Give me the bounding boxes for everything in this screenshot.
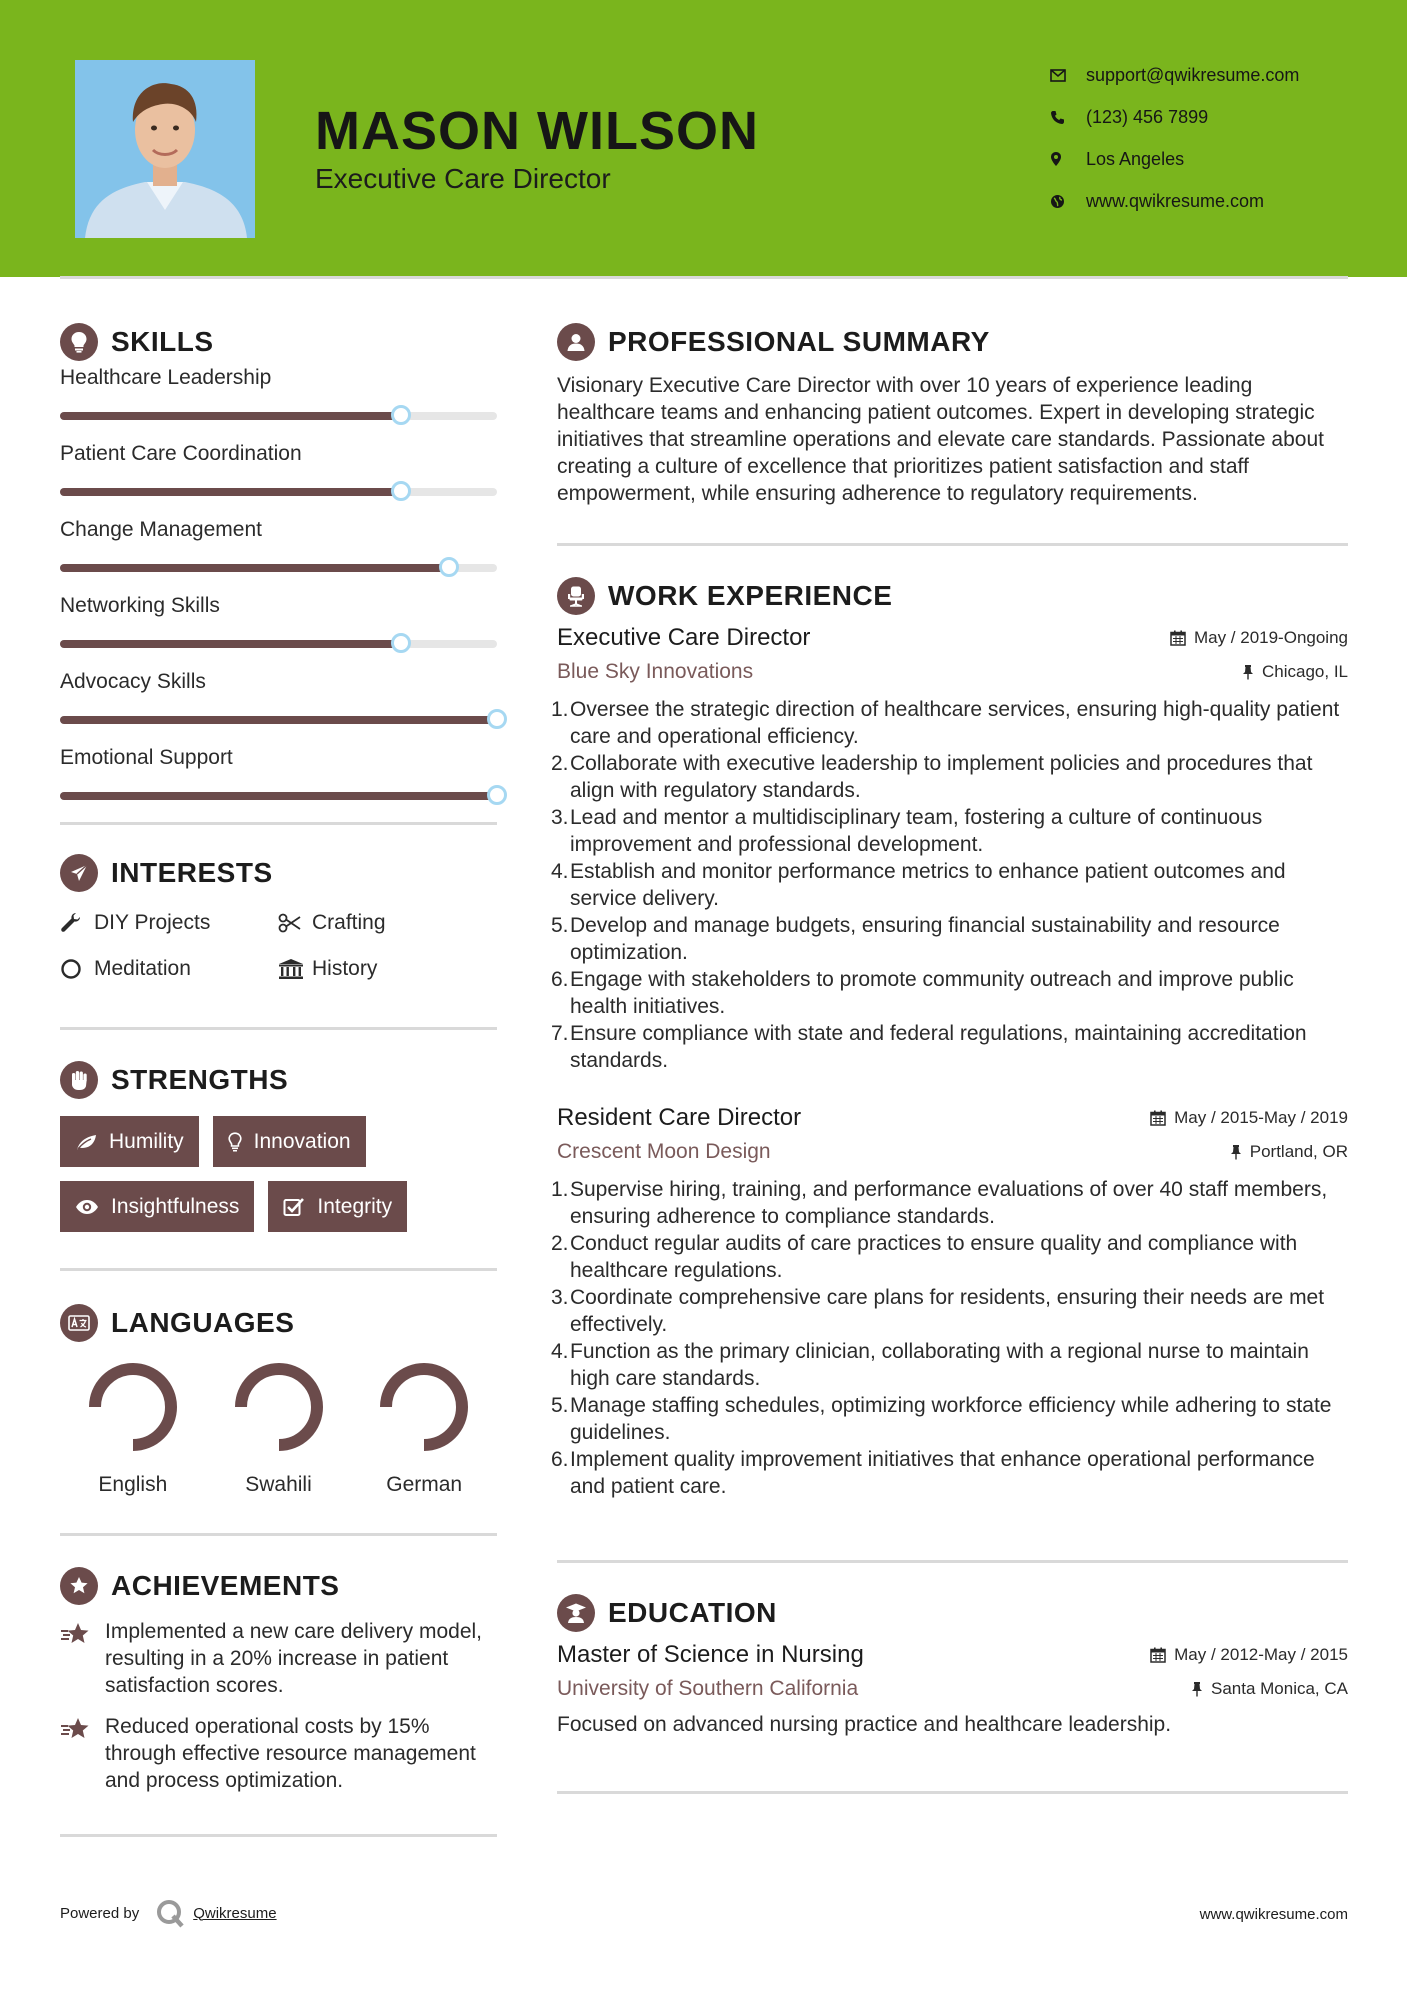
job-subheader (557, 1140, 1348, 1164)
qwikresume-logo-icon (155, 1898, 185, 1928)
job-header (557, 624, 1348, 652)
pushpin-icon (1191, 1681, 1203, 1697)
education-subheader (557, 1677, 1348, 1701)
duty-text: Lead and mentor a multidisciplinary team, fostering a culture of continuous improvement and professional development. (570, 806, 1263, 856)
language-name: German (386, 1473, 463, 1496)
job-company: Crescent Moon Design (557, 1140, 771, 1163)
strength-label: Humility (109, 1129, 184, 1153)
job-title: Executive Care Director (557, 624, 811, 651)
skills-heading (60, 320, 497, 364)
candidate-name: MASON WILSON (315, 101, 759, 161)
summary-heading (557, 320, 1348, 364)
star-icon (60, 1713, 105, 1794)
institution-icon (278, 958, 312, 980)
section-divider (60, 1027, 497, 1030)
language-item (351, 1359, 497, 1497)
duty-text: Manage staffing schedules, optimizing workforce efficiency while adhering to state guidelines. (570, 1394, 1332, 1444)
leaf-icon (75, 1133, 97, 1151)
interest-item (278, 955, 497, 983)
contact-location (1050, 138, 1370, 180)
education-degree: Master of Science in Nursing (557, 1641, 864, 1668)
contact-website-text: www.qwikresume.com (1086, 190, 1265, 211)
skill-slider-knob (391, 633, 411, 653)
education-location (1191, 1679, 1348, 1699)
paper-plane-icon (60, 854, 98, 892)
duty-item: 4. Establish and monitor performance metrics to enhance patient outcomes and service delivery. (557, 858, 1348, 912)
duty-text: Function as the primary clinician, collaborating with a regional nurse to maintain high care standards. (570, 1340, 1309, 1390)
language-item (206, 1359, 352, 1497)
achievement-text: Reduced operational costs by 15% through effective resource management and process optimization. (105, 1715, 476, 1792)
lightbulb-icon (228, 1132, 242, 1152)
job-dates-text: May / 2019-Ongoing (1193, 628, 1348, 647)
footer-powered-by (60, 1898, 277, 1928)
duty-item: 4. Function as the primary clinician, collaborating with a regional nurse to maintain high care standards. (557, 1338, 1348, 1392)
language-item (60, 1359, 206, 1497)
skill-item (60, 594, 497, 670)
job-location-text: Portland, OR (1249, 1142, 1348, 1161)
duty-item: 1. Oversee the strategic direction of healthcare services, ensuring high-quality patient care and operational efficiency. (557, 696, 1348, 750)
skill-item (60, 670, 497, 746)
wrench-icon (60, 912, 94, 934)
skill-name: Patient Care Coordination (60, 442, 302, 465)
skills-list (60, 366, 497, 822)
contact-email-text: support@qwikresume.com (1086, 64, 1300, 85)
calendar-icon (1150, 1110, 1166, 1126)
skill-item (60, 442, 497, 518)
education-title: EDUCATION (608, 1597, 777, 1628)
job-subheader (557, 660, 1348, 684)
skill-name: Healthcare Leadership (60, 366, 272, 389)
section-divider (557, 543, 1348, 546)
language-icon (60, 1304, 98, 1342)
skill-item (60, 518, 497, 594)
skill-name: Emotional Support (60, 746, 233, 769)
duty-text: Oversee the strategic direction of healthcare services, ensuring high-quality patient care and operational efficiency. (570, 698, 1340, 748)
education-location-text: Santa Monica, CA (1210, 1679, 1348, 1698)
strength-label: Integrity (317, 1194, 393, 1218)
section-divider (557, 1560, 1348, 1563)
envelope-icon (1050, 69, 1086, 82)
duty-text: Conduct regular audits of care practices to ensure quality and compliance with healthcare regulations. (570, 1232, 1298, 1282)
duty-item: 1. Supervise hiring, training, and performance evaluations of over 40 staff members, ensuring adherence to compliance standards. (557, 1176, 1348, 1230)
duty-item: 5. Develop and manage budgets, ensuring financial sustainability and resource optimization. (557, 912, 1348, 966)
skill-bar (60, 412, 497, 420)
skill-item (60, 746, 497, 822)
contact-phone-text: (123) 456 7899 (1086, 106, 1209, 127)
skill-bar-fill (60, 564, 449, 572)
education-heading (557, 1591, 1348, 1635)
duty-item: 3. Lead and mentor a multidisciplinary team, fostering a culture of continuous improvement and professional development. (557, 804, 1348, 858)
duty-item: 2. Collaborate with executive leadership to implement policies and procedures that align with regulatory standards. (557, 750, 1348, 804)
education-dates-text: May / 2012-May / 2015 (1174, 1645, 1348, 1664)
skill-slider-knob (439, 557, 459, 577)
strength-tag (213, 1116, 366, 1167)
calendar-icon (1170, 630, 1186, 646)
strengths-heading (60, 1058, 497, 1102)
skill-name: Change Management (60, 518, 262, 541)
duty-text: Ensure compliance with state and federal regulations, maintaining accreditation standards. (570, 1022, 1307, 1072)
lightbulb-icon (60, 323, 98, 361)
scissors-icon (278, 913, 312, 933)
skill-bar-fill (60, 488, 401, 496)
section-divider (60, 1834, 497, 1837)
check-square-icon (283, 1197, 305, 1217)
skill-bar (60, 792, 497, 800)
duty-text: Develop and manage budgets, ensuring financial sustainability and resource optimization. (570, 914, 1280, 964)
duty-text: Engage with stakeholders to promote community outreach and improve public health initiatives. (570, 968, 1294, 1018)
contact-website[interactable] (1050, 180, 1370, 222)
duty-item: 2. Conduct regular audits of care practices to ensure quality and compliance with healthcare regulations. (557, 1230, 1348, 1284)
interest-label: Crafting (312, 911, 386, 934)
languages-heading (60, 1301, 497, 1345)
skill-slider-knob (391, 481, 411, 501)
skill-bar (60, 640, 497, 648)
education-header (557, 1641, 1348, 1669)
job-location (1242, 662, 1348, 682)
powered-by-label: Powered by (60, 1904, 140, 1922)
achievements-title: ACHIEVEMENTS (111, 1570, 340, 1601)
achievement-item (60, 1618, 497, 1699)
language-progress-ring (85, 1359, 181, 1455)
duty-item: 7. Ensure compliance with state and federal regulations, maintaining accreditation standards. (557, 1020, 1348, 1074)
job-dates (1150, 1108, 1348, 1128)
language-progress-ring (231, 1359, 327, 1455)
strengths-title: STRENGTHS (111, 1064, 289, 1095)
skill-slider-knob (391, 405, 411, 425)
experience-heading (557, 574, 1348, 618)
language-name: Swahili (245, 1473, 312, 1496)
strength-tag (60, 1116, 199, 1167)
phone-icon (1050, 110, 1086, 125)
candidate-title: Executive Care Director (315, 163, 611, 194)
interest-label: Meditation (94, 957, 191, 980)
star-icon (60, 1618, 105, 1699)
interest-item (278, 909, 497, 937)
globe-icon (1050, 194, 1086, 209)
strength-tag (60, 1181, 254, 1232)
section-divider (60, 822, 497, 825)
fist-icon (60, 1061, 98, 1099)
contact-location-text: Los Angeles (1086, 148, 1185, 169)
languages-title: LANGUAGES (111, 1307, 295, 1338)
duty-item: 5. Manage staffing schedules, optimizing workforce efficiency while adhering to state guidelines. (557, 1392, 1348, 1446)
skill-bar (60, 564, 497, 572)
interest-item (60, 955, 278, 983)
job-dates-text: May / 2015-May / 2019 (1174, 1108, 1348, 1127)
skill-bar (60, 716, 497, 724)
location-pin-icon (1050, 151, 1086, 167)
education-entry (557, 1641, 1348, 1737)
achievement-text: Implemented a new care delivery model, resulting in a 20% increase in patient satisfaction scores. (105, 1620, 483, 1697)
skill-bar (60, 488, 497, 496)
eye-icon (75, 1199, 99, 1215)
job-entry (551, 624, 1348, 1074)
skill-bar-fill (60, 412, 401, 420)
duty-text: Supervise hiring, training, and performance evaluations of over 40 staff members, ensuring adherence to compliance standards. (570, 1178, 1328, 1228)
duty-text: Coordinate comprehensive care plans for residents, ensuring their needs are met effectively. (570, 1286, 1325, 1336)
skill-slider-knob (487, 785, 507, 805)
skill-item (60, 366, 497, 442)
skill-bar-fill (60, 640, 401, 648)
job-company: Blue Sky Innovations (557, 660, 754, 683)
duty-item: 6. Implement quality improvement initiatives that enhance operational performance and patient care. (557, 1446, 1348, 1500)
job-entry (551, 1104, 1348, 1500)
education-description: Focused on advanced nursing practice and healthcare leadership. (557, 1713, 1172, 1736)
duty-text: Collaborate with executive leadership to implement policies and procedures that align with regulatory standards. (570, 752, 1313, 802)
summary-title: PROFESSIONAL SUMMARY (608, 326, 990, 357)
contact-list (1050, 54, 1370, 222)
skill-name: Advocacy Skills (60, 670, 206, 693)
language-name: English (98, 1473, 168, 1496)
user-icon (557, 323, 595, 361)
header-divider (60, 276, 1348, 279)
duty-item: 3. Coordinate comprehensive care plans for residents, ensuring their needs are met effectively. (557, 1284, 1348, 1338)
job-title: Resident Care Director (557, 1104, 802, 1131)
skill-bar-fill (60, 792, 497, 800)
star-badge-icon (60, 1567, 98, 1605)
job-duties-list (551, 696, 1348, 1074)
left-column (60, 320, 497, 1837)
job-location-text: Chicago, IL (1262, 662, 1348, 681)
skill-name: Networking Skills (60, 594, 220, 617)
duty-text: Implement quality improvement initiatives that enhance operational performance and patient care. (570, 1448, 1315, 1498)
languages-list (60, 1359, 497, 1497)
job-duties-list (551, 1176, 1348, 1500)
profile-photo (75, 60, 255, 238)
language-progress-ring (376, 1359, 472, 1455)
achievement-item (60, 1713, 497, 1794)
interests-list (60, 909, 497, 983)
interests-title: INTERESTS (111, 857, 273, 888)
interest-label: History (312, 957, 378, 980)
circle-icon (60, 958, 94, 980)
strengths-list (60, 1116, 497, 1232)
section-divider (557, 1791, 1348, 1794)
duty-text: Establish and monitor performance metrics to enhance patient outcomes and service delivery. (570, 860, 1286, 910)
header-banner (0, 0, 1407, 277)
summary-text: Visionary Executive Care Director with over 10 years of experience leading healthcare teams and enhancing patient outcomes. Expert in developing strategic initiatives that streamline operations and elevate care standards. Passionate about creating a culture of excellence that prioritizes patient satisfaction and staff empowerment, while ensuring adherence to regulatory requirements. (557, 374, 1324, 505)
interest-label: DIY Projects (94, 911, 211, 934)
pushpin-icon (1242, 664, 1254, 680)
interest-item (60, 909, 278, 937)
graduate-icon (557, 1594, 595, 1632)
strength-tag (268, 1181, 407, 1232)
job-location (1230, 1142, 1348, 1162)
education-dates (1150, 1645, 1348, 1665)
skills-title: SKILLS (111, 326, 214, 357)
pushpin-icon (1230, 1144, 1242, 1160)
contact-email[interactable] (1050, 54, 1370, 96)
section-divider (60, 1268, 497, 1271)
section-divider (60, 1533, 497, 1536)
experience-title: WORK EXPERIENCE (608, 580, 893, 611)
right-column (551, 320, 1348, 1794)
skill-slider-knob (487, 709, 507, 729)
calendar-icon (1150, 1647, 1166, 1663)
strength-label: Insightfulness (111, 1194, 240, 1218)
job-dates (1170, 628, 1348, 648)
footer-website[interactable]: www.qwikresume.com (1199, 1906, 1348, 1923)
skill-bar-fill (60, 716, 497, 724)
job-header (557, 1104, 1348, 1132)
strength-label: Innovation (253, 1129, 351, 1153)
qwikresume-link[interactable]: Qwikresume (193, 1904, 277, 1922)
duty-item: 6. Engage with stakeholders to promote community outreach and improve public health initiatives. (557, 966, 1348, 1020)
education-school: University of Southern California (557, 1677, 859, 1700)
office-chair-icon (557, 577, 595, 615)
contact-phone[interactable] (1050, 96, 1370, 138)
interests-heading (60, 851, 497, 895)
achievements-heading (60, 1564, 497, 1608)
